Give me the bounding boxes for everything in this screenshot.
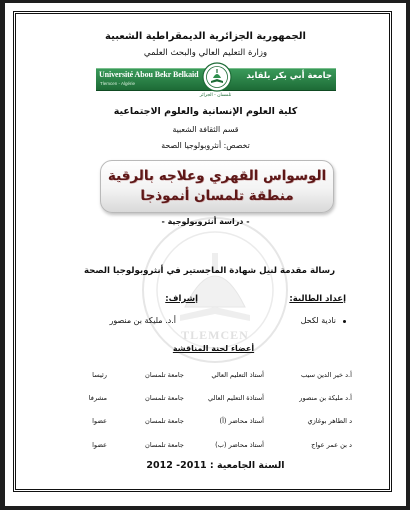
university-logo-icon xyxy=(202,62,232,92)
department-name: قسم الثقافة الشعبية xyxy=(172,125,239,134)
member-role: عضوا xyxy=(92,417,107,425)
specialty-name: تخصص: أنثروبولوجيا الصحة xyxy=(161,141,250,150)
member-name: أ.د مليكة بن منصور xyxy=(299,394,352,402)
member-rank: أستاذ محاضر (أ) xyxy=(219,417,264,425)
member-university: جامعة تلمسان xyxy=(145,394,184,402)
student-label: إعداد الطالبة: xyxy=(289,294,346,304)
academic-year: السنة الجامعية : 2011- 2012 xyxy=(146,460,285,471)
university-city-ar: تلمسان - الجزائر xyxy=(199,93,232,98)
member-university: جامعة تلمسان xyxy=(145,371,184,379)
member-name: د الطاهر بوغازي xyxy=(307,417,352,425)
member-university: جامعة تلمسان xyxy=(145,441,184,449)
thesis-title-box xyxy=(100,160,334,213)
bullet-icon xyxy=(343,320,346,323)
document-page xyxy=(5,3,406,506)
university-watermark-icon xyxy=(140,215,290,365)
member-role: عضوا xyxy=(92,441,107,449)
thesis-purpose: رسالة مقدمة لنيل شهادة الماجستير في أنثروبولوجيا الصحة xyxy=(83,266,336,276)
committee-heading: أعضاء لجنة المناقشة xyxy=(172,344,255,353)
member-rank: أستاذ محاضر (ب) xyxy=(215,441,264,449)
supervisor-name: أ.د. مليكة بن منصور xyxy=(109,316,176,325)
thesis-title-line1: الوسواس القهري وعلاجه بالرقية xyxy=(107,168,327,184)
ministry-title: وزارة التعليم العالي والبحث العلمي xyxy=(143,48,268,58)
member-role: رئيسا xyxy=(92,371,107,379)
university-name-fr: Université Abou Bekr Belkaid xyxy=(99,70,199,79)
member-university: جامعة تلمسان xyxy=(145,417,184,425)
member-rank: أستاذ التعليم العالي xyxy=(211,371,264,379)
student-name: نادية لكحل xyxy=(300,316,336,325)
university-city-fr: Tlemcen - Algérie xyxy=(100,81,136,86)
thesis-title-line2: منطقة تلمسان أنموذجا xyxy=(140,188,294,204)
faculty-name: كلية العلوم الإنسانية والعلوم الاجتماعية xyxy=(113,106,298,117)
supervisor-label: إشراف: xyxy=(165,294,198,304)
member-name: د بن عمر عواج xyxy=(311,441,352,449)
member-role: مشرفا xyxy=(88,394,107,402)
thesis-subtitle: - دراسة أنثروبولوجية - xyxy=(161,217,250,226)
member-rank: أستاذة التعليم العالي xyxy=(207,394,264,402)
member-name: أ.د خير الدين سيب xyxy=(300,371,352,379)
university-name-ar: جامعة أبي بكر بلقايد xyxy=(246,71,332,81)
watermark-lettering: TLEMCEN xyxy=(181,328,249,342)
republic-title: الجمهورية الجزائرية الديمقراطية الشعبية xyxy=(105,31,306,42)
